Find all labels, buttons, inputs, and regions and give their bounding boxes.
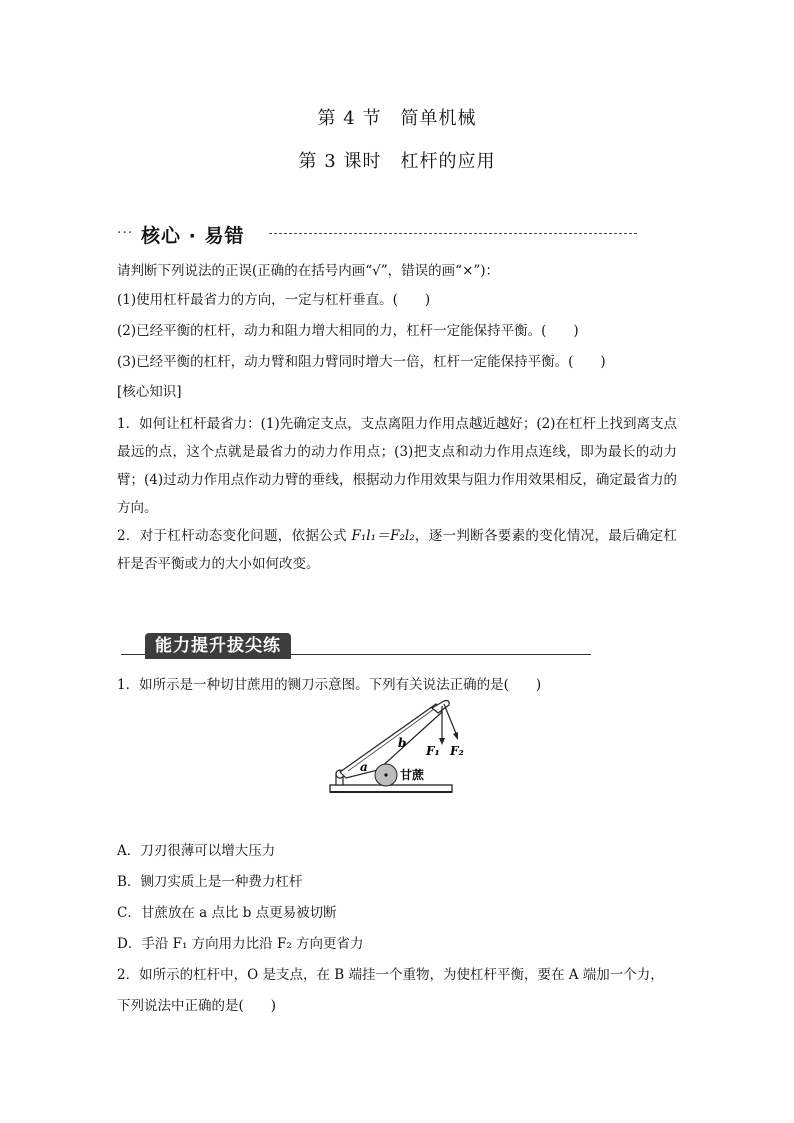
section-header-ability	[121, 633, 591, 661]
label-f1: F₁	[426, 744, 440, 758]
label-sugarcane: 甘蔗	[400, 768, 425, 782]
dashed-divider	[269, 233, 637, 234]
base-plate	[330, 785, 452, 792]
option-b: B．铡刀实质上是一种费力杠杆	[117, 874, 303, 890]
option-d: D．手沿 F₁ 方向用力比沿 F₂ 方向更省力	[117, 936, 364, 952]
statement-3: (3)已经平衡的杠杆，动力臂和阻力臂同时增大一倍，杠杆一定能保持平衡。( )	[117, 354, 606, 370]
instruction-text: 请判断下列说法的正误(正确的在括号内画“√”，错误的画“×”)：	[117, 263, 500, 279]
section-title: 第 4 节 简单机械	[317, 108, 477, 129]
formula: F₁l₁＝F₂l₂	[351, 528, 415, 544]
f1-arrowhead	[439, 738, 445, 745]
knowledge-point-2-text-a: 2．对于杠杆动态变化问题，依据公式	[117, 528, 352, 544]
label-a: a	[360, 760, 368, 774]
guillotine-diagram	[326, 698, 464, 804]
statement-1: (1)使用杠杆最省力的方向，一定与杠杆垂直。( )	[117, 292, 431, 308]
lesson-title: 第 3 课时 杠杆的应用	[298, 151, 496, 172]
f2-arrowhead	[453, 732, 458, 740]
knowledge-point-2-text-b: ，逐一判断各要素的变化情况，最后确定杠杆是否平衡或力的大小如何改变。	[117, 528, 677, 572]
option-a: A．刀刃很薄可以增大压力	[117, 843, 276, 859]
knowledge-point-2	[117, 522, 677, 578]
statement-2: (2)已经平衡的杠杆，动力和阻力增大相同的力，杠杆一定能保持平衡。( )	[117, 323, 579, 339]
label-f2: F₂	[450, 744, 464, 758]
question-1: 1．如所示是一种切甘蔗用的铡刀示意图。下列有关说法正确的是( )	[117, 677, 542, 693]
knowledge-point-1: 1．如何让杠杆最省力：(1)先确定支点，支点离阻力作用点越近越好；(2)在杠杆上找到离支点最远的点，这个点就是最省力的动力作用点；(3)把支点和动力作用点连线，即为最长的动力臂；(4)过动力作用点作动力臂的垂线，根据动力作用效果与阻力作用效果相反，确定最省力的方向。	[117, 416, 677, 516]
guillotine-svg	[326, 698, 464, 800]
section-header-label: 核心 · 易错	[141, 225, 245, 247]
section-header-core-errors	[117, 221, 637, 247]
label-b: b	[398, 736, 407, 750]
f2-arrow-line	[444, 704, 457, 736]
question-2-line-1: 2．如所示的杠杆中，O 是支点，在 B 端挂一个重物，为使杠杆平衡，要在 A 端加一个力，	[117, 967, 664, 983]
sugarcane-center	[384, 773, 387, 776]
header-dots: ···	[117, 225, 134, 241]
core-knowledge-tag: [核心知识]	[117, 384, 182, 400]
question-2-line-2: 下列说法中正确的是( )	[117, 998, 277, 1014]
section-header-badge: 能力提升拔尖练	[145, 633, 291, 659]
option-c: C．甘蔗放在 a 点比 b 点更易被切断	[117, 905, 337, 921]
